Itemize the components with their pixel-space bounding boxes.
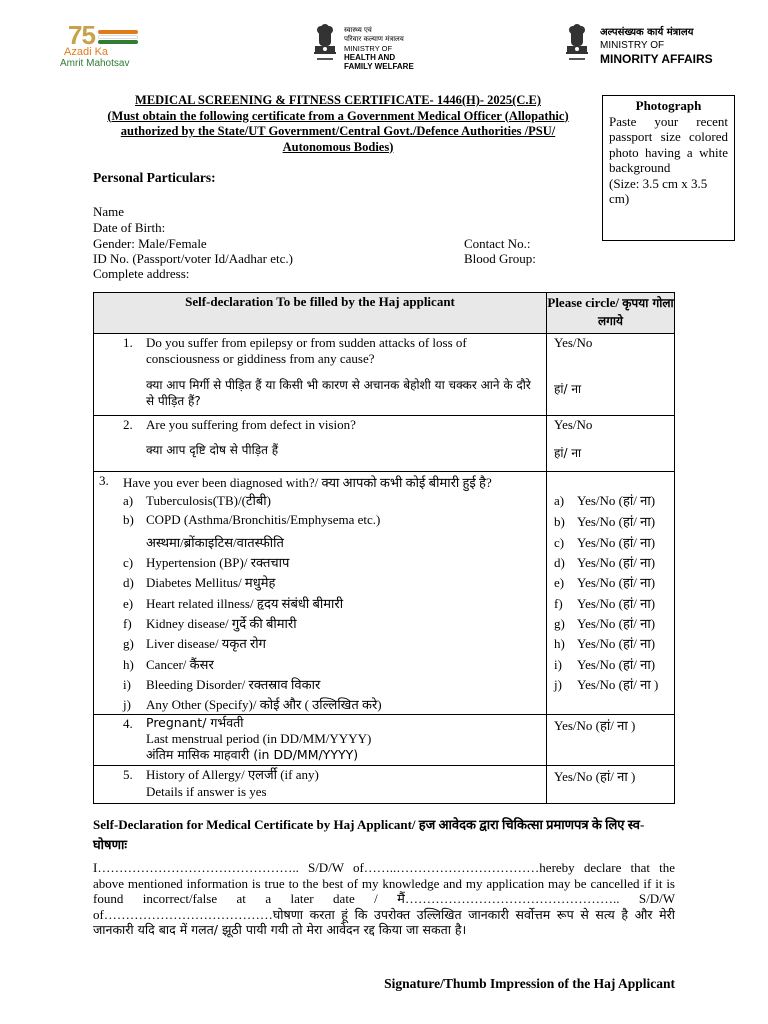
mohfw-en-line3: FAMILY WELFARE [344, 62, 414, 71]
q3-answer-text: Yes/No (हां/ ना) [577, 514, 656, 529]
title-line2: (Must obtain the following certificate from a Government Medical Officer (Allopathic) authorized by the State/UT Government/Central Govt./Defence Authorities /PSU/ Autonomous Bodies) [107, 108, 569, 154]
q3-item-letter: i) [123, 677, 131, 692]
q1-answer-cell [547, 334, 675, 416]
q3-item [123, 634, 266, 652]
q4-answer: Yes/No (हां/ ना ) [554, 718, 636, 733]
mohfw-hindi-line1: स्वास्थ्य एवं [344, 26, 372, 34]
mohfw-hindi-line2: परिवार कल्याण मंत्रालय [344, 35, 404, 43]
q3-item [123, 533, 284, 551]
address-field-label: Complete address: [93, 266, 190, 281]
q3-answer-text: Yes/No (हां/ ना) [577, 596, 656, 611]
q4-lmp-hi: अंतिम मासिक माहवारी (in DD/MM/YYYY) [146, 747, 359, 762]
q5-allergy: History of Allergy/ एलर्जी (if any) [146, 767, 319, 782]
q4-cell [94, 715, 547, 766]
q2-answer-hi: हां/ ना [554, 446, 582, 460]
id-field-label: ID No. (Passport/voter Id/Aadhar etc.) [93, 251, 293, 266]
q2-number: 2. [123, 417, 133, 432]
gender-field-label: Gender: Male/Female [93, 236, 207, 251]
q3-answer [554, 553, 655, 571]
azadi-ka-amrit-mahotsav-logo [60, 20, 145, 72]
q3-answer-text: Yes/No (हां/ ना ) [577, 677, 659, 692]
q3-answer-letter: b) [554, 514, 565, 529]
azadi-number: 75 [68, 20, 95, 50]
q3-answer-text: Yes/No (हां/ ना) [577, 636, 656, 651]
q3-answer-letter: j) [554, 677, 562, 692]
q3-item [123, 695, 382, 713]
q3-answer [554, 675, 658, 693]
q4-pregnant: Pregnant/ गर्भवती [146, 715, 244, 730]
q1-english: Do you suffer from epilepsy or from sudden attacks of loss of consciousness or giddiness from any cause? [146, 335, 467, 366]
q3-answer-text: Yes/No (हां/ ना) [577, 493, 656, 508]
q3-answer-text: Yes/No (हां/ ना) [577, 535, 656, 550]
national-emblem-icon [562, 24, 592, 70]
q3-item [123, 553, 289, 571]
q3-item-letter: f) [123, 616, 132, 631]
q3-item-text: Kidney disease/ गुर्दे की बीमारी [146, 616, 297, 631]
q3-answer-letter: i) [554, 657, 562, 672]
q3-item-letter: a) [123, 493, 134, 508]
table-header-answer [547, 293, 675, 334]
q1-answer-en: Yes/No [554, 335, 593, 350]
q3-answer-text: Yes/No (हां/ ना) [577, 616, 656, 631]
q2-answer-cell [547, 416, 675, 472]
q3-number: 3. [99, 473, 109, 488]
blood-group-field-label: Blood Group: [464, 251, 536, 266]
q3-answer-letter: f) [554, 596, 563, 611]
declaration-english: I……………………………………….. S/D/W of……..……………………………hereby declare that the above mentioned information is true to the best of my knowledge and my application may be cancelled if it is found incorrect/false at a later date / मैं………………………………………….. S/D/W of………………………………… [93, 860, 675, 922]
q4-answer-cell [547, 715, 675, 766]
q3-answer [554, 491, 655, 509]
q3-item-letter: h) [123, 657, 134, 672]
q3-item [123, 573, 275, 591]
q2-cell [94, 416, 547, 472]
q3-item-text: Bleeding Disorder/ रक्तस्राव विकार [146, 677, 321, 692]
header-please-circle: Please circle/ [547, 295, 619, 310]
q3-item-text: अस्थमा/ब्रोंकाइटिस/वातस्फीति [146, 535, 284, 550]
q3-item-text: Hypertension (BP)/ रक्तचाप [146, 555, 290, 570]
name-field-label: Name [93, 204, 125, 219]
azadi-line2: Amrit Mahotsav [60, 58, 130, 69]
q3-item [123, 614, 297, 632]
self-declaration-table [93, 292, 675, 804]
q2-hindi: क्या आप दृष्टि दोष से पीड़ित हैं [146, 443, 279, 457]
q3-item [123, 512, 380, 528]
q3-answer-letter: c) [554, 535, 565, 550]
q4-lmp: Last menstrual period (in DD/MM/YYYY) [146, 731, 372, 746]
mohfw-en-line2: HEALTH AND [344, 53, 396, 62]
q3-cell [94, 472, 547, 715]
q3-answer-letter: e) [554, 575, 565, 590]
q3-question: Have you ever been diagnosed with?/ क्या आपको कभी कोई बीमारी हुई है? [123, 475, 492, 490]
q3-answer [554, 594, 655, 612]
q3-item [123, 655, 214, 673]
q4-number: 4. [123, 716, 133, 731]
q5-answer-cell [547, 766, 675, 804]
table-row [94, 472, 675, 715]
table-header-question: Self-declaration To be filled by the Haj applicant [94, 293, 547, 334]
q3-item-text: Cancer/ कैंसर [146, 657, 214, 672]
q3-item-letter: d) [123, 575, 134, 590]
q3-answer-cell [547, 472, 675, 715]
contact-field-label: Contact No.: [464, 236, 531, 251]
q3-item-text: Tuberculosis(TB)/(टीबी) [146, 493, 271, 508]
photo-size: (Size: 3.5 cm x 3.5 cm) [609, 175, 708, 206]
moma-logo [562, 24, 732, 78]
dob-field-label: Date of Birth: [93, 220, 166, 235]
q3-item-letter: e) [123, 596, 134, 611]
q5-answer: Yes/No (हां/ ना ) [554, 769, 636, 784]
q5-details: Details if answer is yes [146, 784, 267, 799]
header-please-circle-hi: कृपया गोला लगाये [598, 296, 674, 328]
q3-item-text: Any Other (Specify)/ कोई और ( उल्लिखित करे) [146, 697, 382, 712]
table-row [94, 334, 675, 416]
q3-answer [554, 533, 655, 551]
photo-box [602, 95, 735, 241]
q3-answer-letter: d) [554, 555, 565, 570]
q3-answer [554, 634, 655, 652]
table-row [94, 766, 675, 804]
q3-answer-text: Yes/No (हां/ ना) [577, 575, 656, 590]
declaration-hindi: घोषणा करता हूं कि उपरोक्त उल्लिखित जानकारी सर्वोत्तम रूप से सत्य है और मेरी जानकारी यदि बाद में गलत/ झूठी पायी गयी तो मेरा आवेदन रद्द किया जा सकता है। [93, 906, 675, 937]
photo-title: Photograph [635, 98, 702, 113]
mohfw-en-line1: MINISTRY OF [344, 44, 393, 53]
q1-answer-hi: हां/ ना [554, 382, 582, 396]
q3-answer-letter: a) [554, 493, 565, 508]
flag-swoosh-icon [98, 30, 138, 44]
q3-answer-letter: g) [554, 616, 565, 631]
signature-label: Signature/Thumb Impression of the Haj Applicant [384, 976, 675, 991]
q3-item [123, 675, 320, 693]
q5-number: 5. [123, 767, 133, 782]
personal-particulars-title: Personal Particulars: [93, 170, 216, 185]
photo-instructions: Paste your recent passport size colored photo having a white background [609, 113, 728, 175]
q3-answer-text: Yes/No (हां/ ना) [577, 657, 656, 672]
moma-hindi-name: अल्पसंख्यक कार्य मंत्रालय [600, 27, 694, 38]
table-row [94, 416, 675, 472]
q1-cell [94, 334, 547, 416]
q2-english: Are you suffering from defect in vision? [146, 417, 356, 432]
q3-item-letter: g) [123, 636, 134, 651]
q3-item [123, 491, 271, 509]
table-row [94, 715, 675, 766]
q3-answer [554, 655, 655, 673]
self-declaration-title: Self-Declaration for Medical Certificate by Haj Applicant/ हज आवेदक द्वारा चिकित्सा प्रमाणपत्र के लिए स्व-घोषणाः [93, 817, 645, 852]
q3-item-letter: b) [123, 512, 134, 527]
q2-answer-en: Yes/No [554, 417, 593, 432]
certificate-title [96, 93, 580, 155]
q1-hindi: क्या आप मिर्गी से पीड़ित हैं या किसी भी कारण से अचानक बेहोशी या चक्कर आने के दौरे से पीड़ित हैं? [146, 378, 531, 408]
q3-answer-letter: h) [554, 636, 565, 651]
title-line1: MEDICAL SCREENING & FITNESS CERTIFICATE- 1446(H)- 2025(C.E) [135, 93, 541, 107]
q3-item-letter: j) [123, 697, 131, 712]
q3-item-text: COPD (Asthma/Bronchitis/Emphysema etc.) [146, 512, 381, 527]
self-declaration-body [93, 860, 675, 938]
q3-answer-text: Yes/No (हां/ ना) [577, 555, 656, 570]
mohfw-logo [310, 24, 440, 78]
q3-item-text: Liver disease/ यकृत रोग [146, 636, 266, 651]
azadi-line1: Azadi Ka [64, 46, 109, 58]
moma-en-line2: MINORITY AFFAIRS [600, 52, 713, 66]
q5-cell [94, 766, 547, 804]
q3-answer [554, 614, 655, 632]
q3-answer [554, 512, 655, 530]
national-emblem-icon [310, 24, 340, 70]
q1-number: 1. [123, 335, 133, 350]
q3-answer [554, 573, 655, 591]
moma-en-line1: MINISTRY OF [600, 40, 665, 51]
q3-item-text: Heart related illness/ हृदय संबंधी बीमारी [146, 596, 344, 611]
q3-item-letter: c) [123, 555, 134, 570]
q3-item-text: Diabetes Mellitus/ मधुमेह [146, 575, 276, 590]
q3-item [123, 594, 343, 612]
